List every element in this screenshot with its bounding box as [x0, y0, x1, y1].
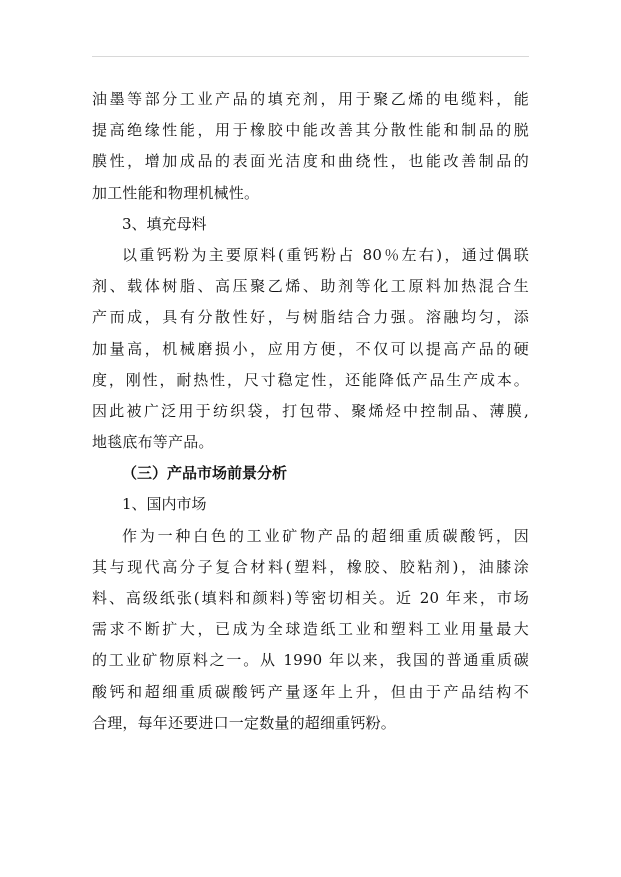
text-line: 以重钙粉为主要原料(重钙粉占 80％左右)，通过偶联: [122, 245, 529, 264]
text-line: 提高绝缘性能，用于橡胶中能改善其分散性能和制品的脱: [92, 121, 529, 140]
text-line: 膜性，增加成品的表面光洁度和曲绕性，也能改善制品的: [92, 152, 529, 171]
text-line: 作为一种白色的工业矿物产品的超细重质碳酸钙，因: [122, 526, 529, 545]
text-line: 加量高，机械磨损小，应用方便，不仅可以提高产品的硬: [92, 339, 529, 358]
text-line: 其与现代高分子复合材料(塑料，橡胶、胶粘剂)，油膝涂: [92, 557, 529, 576]
text-line: 油墨等部分工业产品的填充剂，用于聚乙烯的电缆料，能: [92, 90, 529, 108]
text-line: 度，刚性，耐热性，尺寸稳定性，还能降低产品生产成本。: [92, 370, 529, 389]
body-text: [92, 84, 529, 739]
text-line: 加工性能和物理机械性。: [92, 183, 260, 202]
subsection-heading-domestic-market: 1、国内市场: [122, 495, 207, 514]
text-line: 合理，每年还要进口一定数量的超细重钙粉。: [92, 713, 397, 732]
text-line: 需求不断扩大，已成为全球造纸工业和塑料工业用量最大: [92, 620, 529, 639]
header-divider: [92, 56, 529, 57]
text-line: 剂、载体树脂、高压聚乙烯、助剂等化工原料加热混合生: [92, 277, 529, 296]
section-heading-market-analysis: （三）产品市场前景分析: [122, 464, 288, 483]
text-line: 的工业矿物原料之一。从 1990 年以来，我国的普通重质碳: [92, 651, 529, 670]
text-line: 料、高级纸张(填料和颜料)等密切相关。近 20 年来，市场: [92, 589, 529, 607]
text-line: 地毯底布等产品。: [92, 433, 214, 452]
text-line: 酸钙和超细重质碳酸钙产量逐年上升，但由于产品结构不: [92, 682, 529, 701]
subsection-heading-filler-masterbatch: 3、填充母料: [122, 214, 207, 233]
text-line: 产而成，具有分散性好，与树脂结合力强。溶融均匀，添: [92, 308, 529, 327]
text-line: 因此被广泛用于纺织袋，打包带、聚烯烃中控制品、薄膜,: [92, 401, 529, 420]
